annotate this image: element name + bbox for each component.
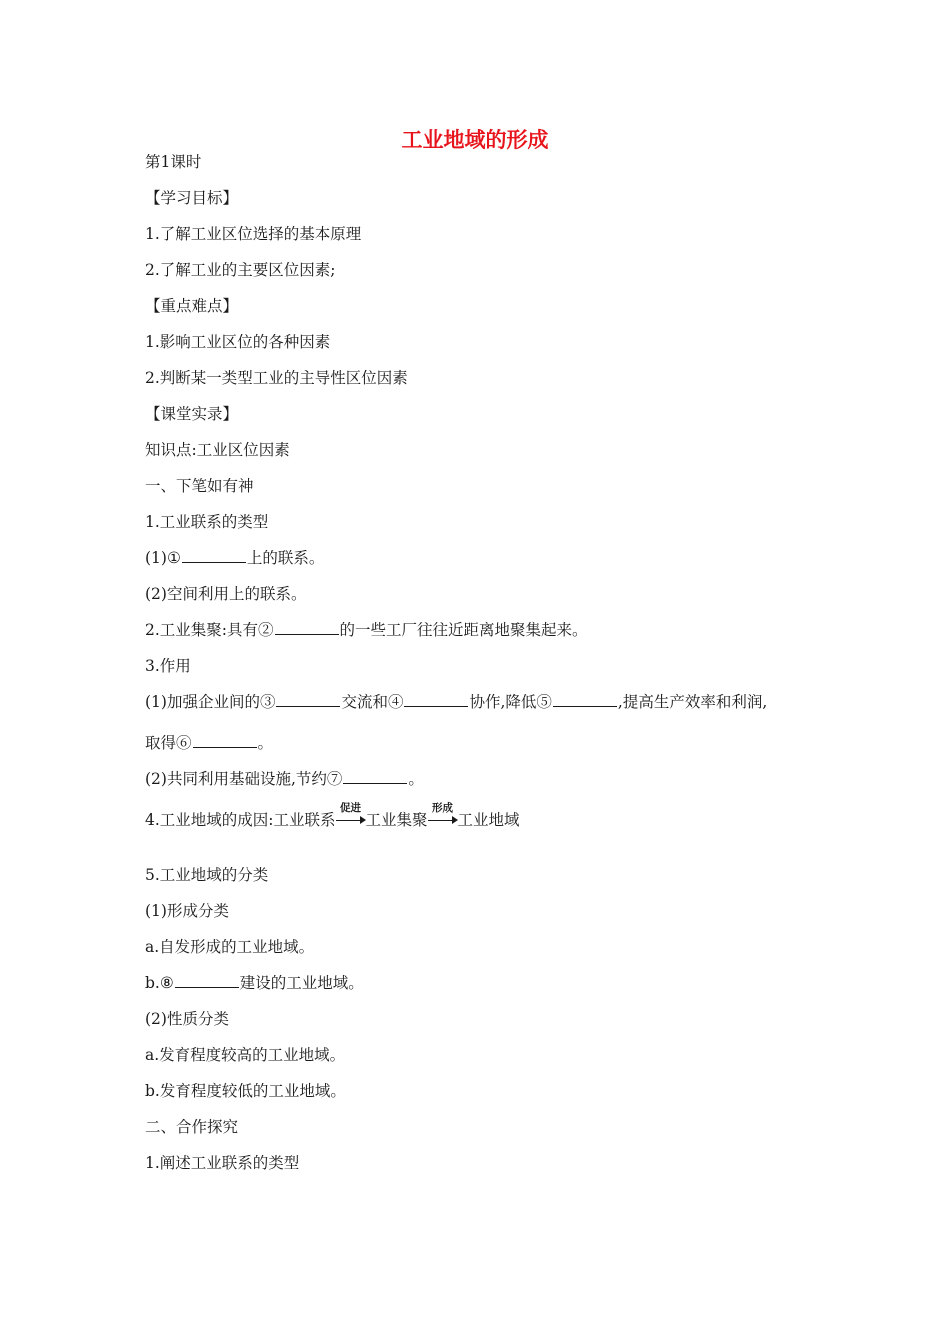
question-item: (1)形成分类	[145, 902, 229, 920]
part-heading: 一、下笔如有神	[145, 477, 254, 495]
text: 2.工业集聚:具有②	[145, 621, 274, 639]
text: (1)①	[145, 549, 181, 567]
key-item: 1.影响工业区位的各种因素	[145, 333, 331, 351]
key-item: 2.判断某一类型工业的主导性区位因素	[145, 369, 408, 387]
fill-blank[interactable]	[175, 973, 239, 988]
arrow-icon	[336, 802, 366, 830]
question-item	[145, 692, 767, 712]
text: (2)共同利用基础设施,节约⑦	[145, 770, 343, 788]
lesson-label: 第1课时	[145, 153, 202, 171]
fill-blank[interactable]	[276, 692, 340, 707]
fill-blank[interactable]	[182, 548, 246, 563]
page-title: 工业地域的形成	[401, 128, 549, 152]
text: b.⑧	[145, 974, 174, 992]
fill-blank[interactable]	[553, 692, 617, 707]
text: 工业集聚	[365, 811, 428, 829]
text: 。	[257, 734, 274, 752]
question-item: b.发育程度较低的工业地域。	[145, 1082, 346, 1100]
text: (1)加强企业间的③	[145, 693, 276, 711]
arrow-label: 形成	[432, 802, 454, 814]
question-item	[145, 620, 588, 640]
part-heading: 二、合作探究	[145, 1118, 239, 1136]
arrow-icon	[428, 802, 458, 830]
text: 4.工业地域的成因:工业联系	[145, 811, 336, 829]
question-item: a.自发形成的工业地域。	[145, 938, 315, 956]
knowledge-point: 知识点:工业区位因素	[145, 441, 290, 459]
goal-item: 2.了解工业的主要区位因素;	[145, 261, 336, 279]
section-heading-class: 【课堂实录】	[145, 405, 239, 423]
question-item	[145, 802, 520, 830]
fill-blank[interactable]	[193, 733, 257, 748]
question-item	[145, 733, 273, 753]
text: 工业地域	[457, 811, 520, 829]
text: 。	[408, 770, 424, 788]
text: 上的联系。	[246, 549, 325, 567]
text: ,提高生产效率和利润,	[617, 693, 768, 711]
fill-blank[interactable]	[275, 620, 339, 635]
question-item	[145, 769, 424, 789]
section-heading-key: 【重点难点】	[145, 297, 239, 315]
fill-blank[interactable]	[404, 692, 468, 707]
question-item: 1.阐述工业联系的类型	[145, 1154, 300, 1172]
question-item: 1.工业联系的类型	[145, 513, 269, 531]
text: 建设的工业地域。	[239, 974, 364, 992]
question-item: 3.作用	[145, 657, 191, 675]
text: 交流和④	[341, 693, 404, 711]
text: 的一些工厂往往近距离地聚集起来。	[339, 621, 588, 639]
fill-blank[interactable]	[343, 769, 407, 784]
text: 取得⑥	[145, 734, 192, 752]
question-item: a.发育程度较高的工业地域。	[145, 1046, 346, 1064]
goal-item: 1.了解工业区位选择的基本原理	[145, 225, 362, 243]
section-heading-goals: 【学习目标】	[145, 189, 239, 207]
question-item: 5.工业地域的分类	[145, 866, 269, 884]
arrow-label: 促进	[340, 802, 362, 814]
question-item: (2)空间利用上的联系。	[145, 585, 307, 603]
question-item: (2)性质分类	[145, 1010, 229, 1028]
question-item	[145, 548, 324, 568]
question-item	[145, 973, 364, 993]
text: 协作,降低⑤	[469, 693, 552, 711]
